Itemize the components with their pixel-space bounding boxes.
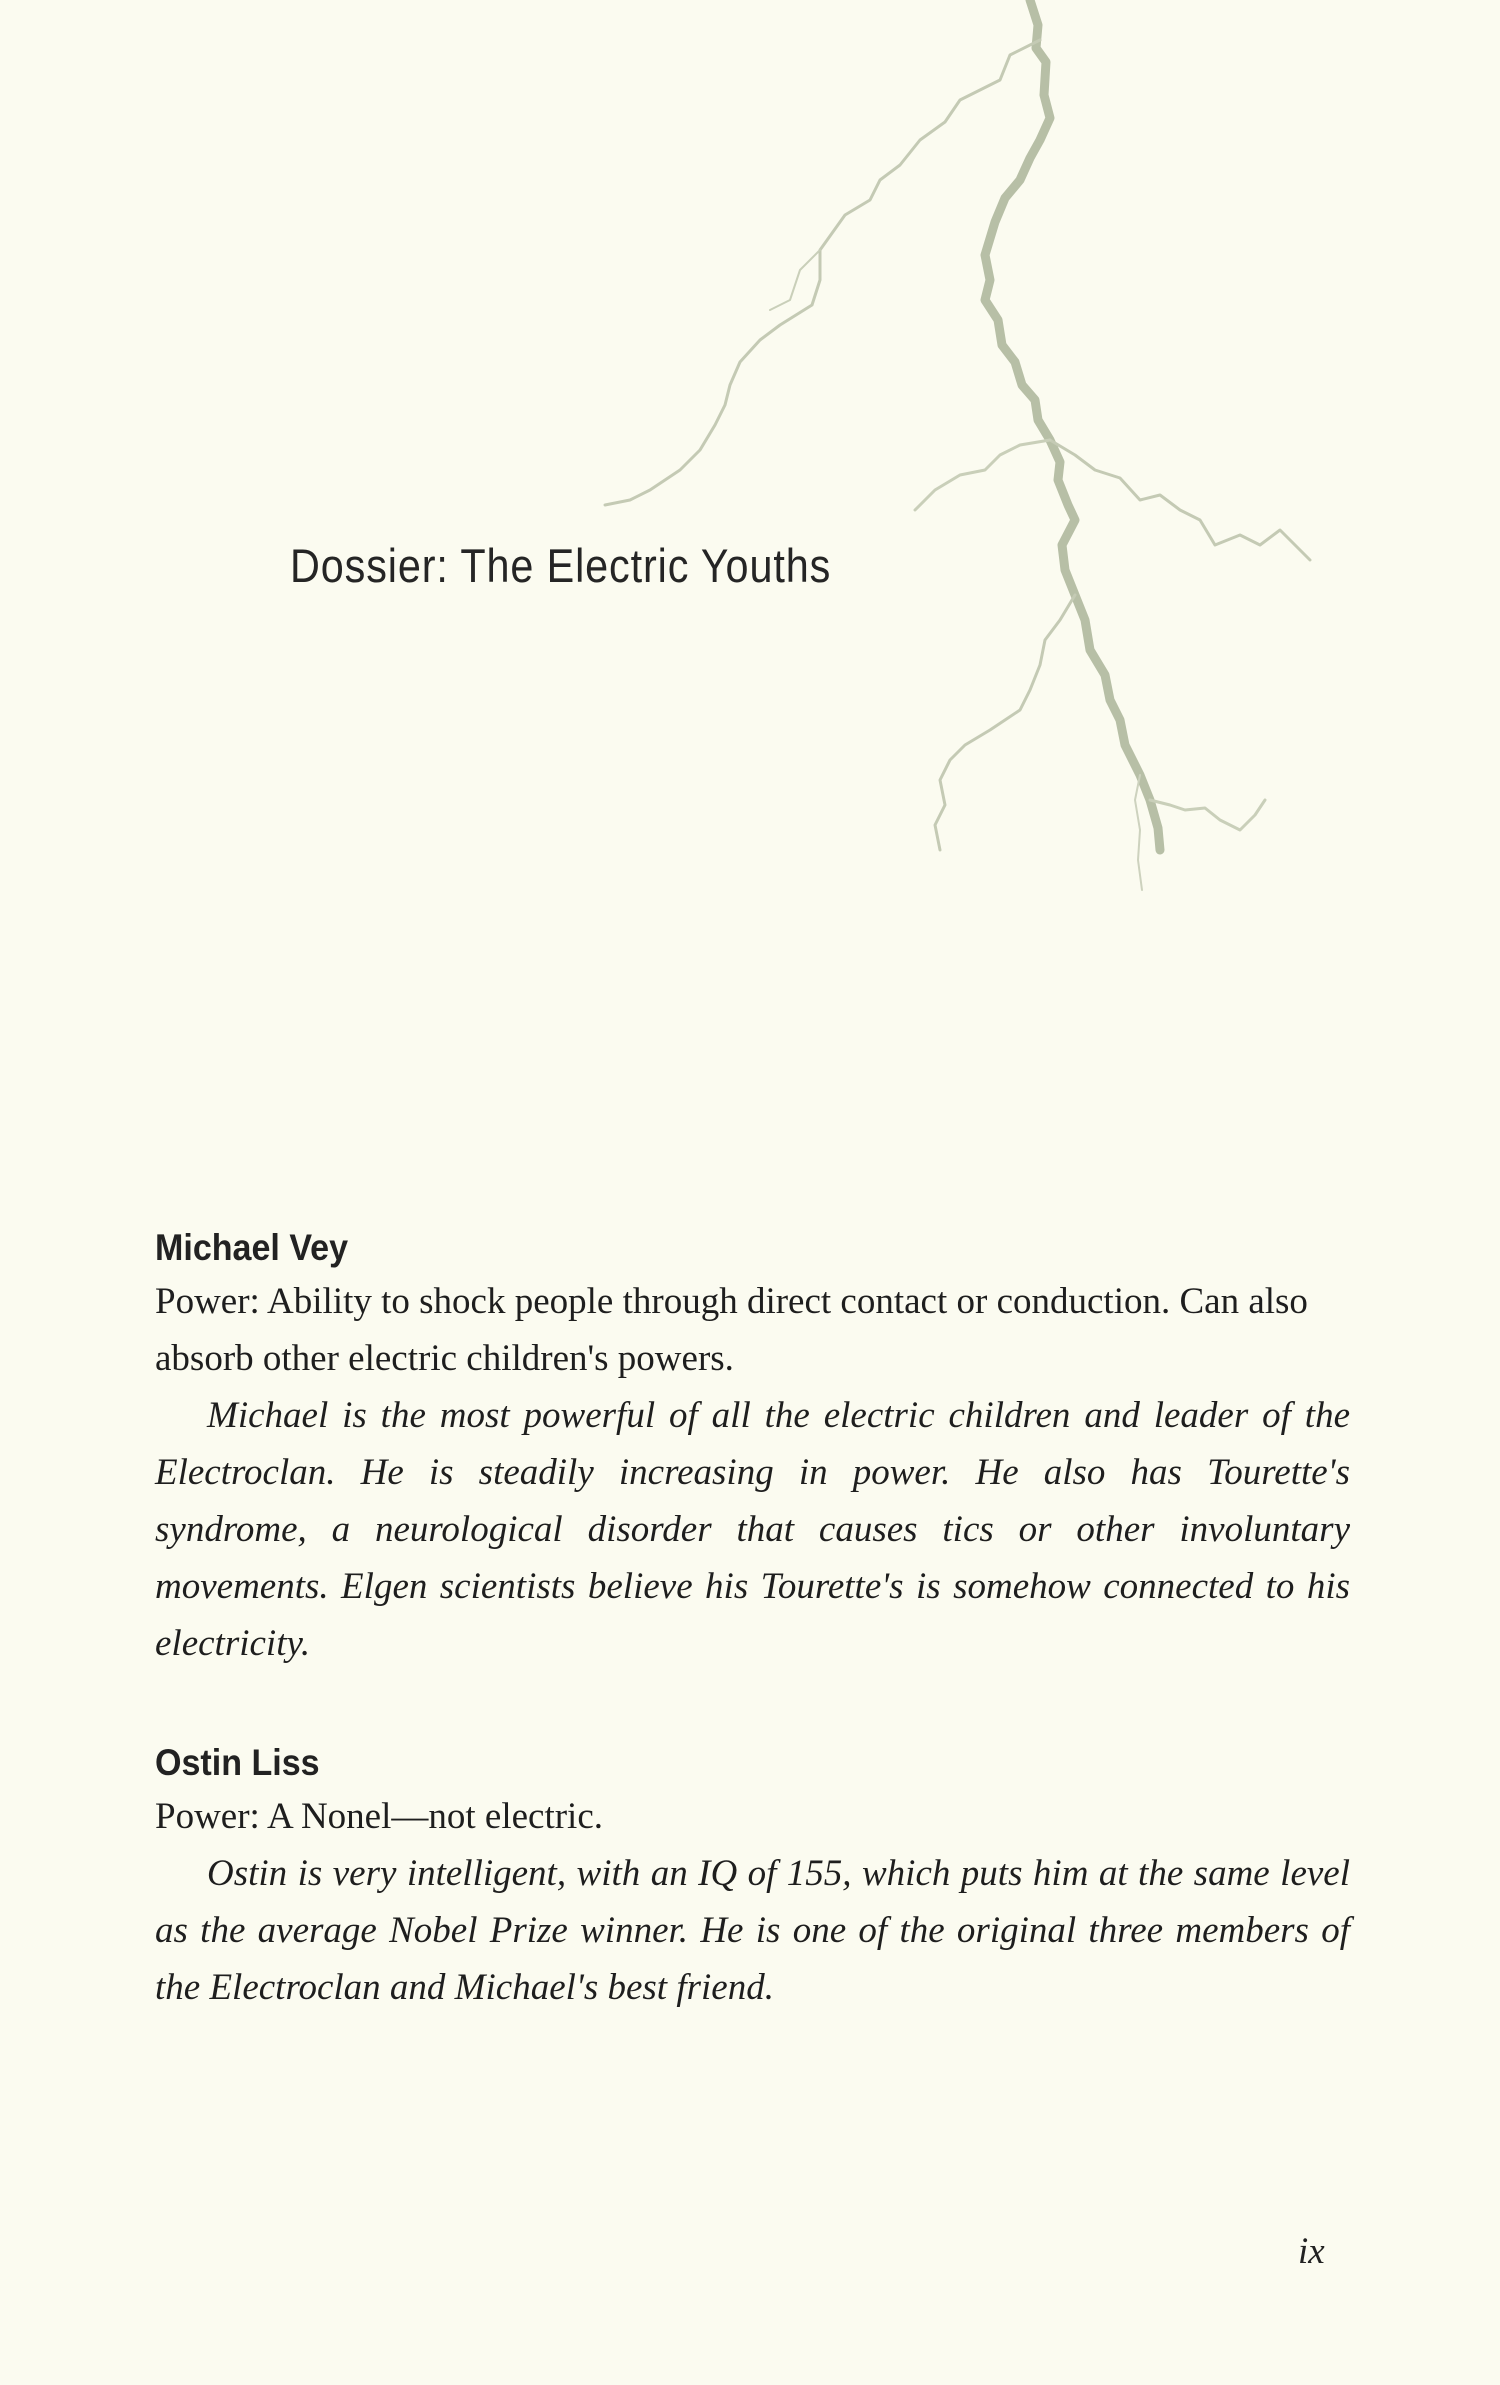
lightning-main-branch: [985, 0, 1160, 850]
page-number: ix: [1298, 2231, 1325, 2272]
entry-description: Ostin is very intelligent, with an IQ of 155, which puts him at the same level as the average Nobel Prize winner. He is one of the original three members of the Electroclan and Michael's best friend.: [155, 1853, 1350, 2008]
entry-name: Ostin Liss: [155, 1742, 320, 1783]
dossier-entry-michael-vey: [155, 1227, 1350, 1672]
lightning-bolt-illustration: [0, 0, 1500, 1000]
lightning-branch-tail: [1135, 775, 1142, 890]
lightning-branch-lower-left: [935, 595, 1075, 850]
page-title: Dossier: The Electric Youths: [290, 539, 832, 592]
dossier-entry-ostin-liss: [155, 1742, 1350, 2016]
entry-power: Power: Ability to shock people through direct contact or conduction. Can also absorb other electric children's powers.: [155, 1281, 1308, 1379]
entry-power: Power: A Nonel—not electric.: [155, 1796, 604, 1837]
lightning-branch-upper-left: [605, 40, 1040, 505]
lightning-branch-mid-left: [915, 440, 1050, 510]
entry-description: Michael is the most powerful of all the electric children and leader of the Electroclan. He is steadily increasing in power. He also has Tourette's syndrome, a neurological disorder that causes tics or other involuntary movements. Elgen scientists believe his Tourette's is somehow connected to his electricity.: [155, 1395, 1350, 1664]
lightning-branch-lower-right: [1150, 800, 1265, 830]
lightning-branch-right: [1050, 440, 1310, 560]
entry-name: Michael Vey: [155, 1227, 349, 1268]
